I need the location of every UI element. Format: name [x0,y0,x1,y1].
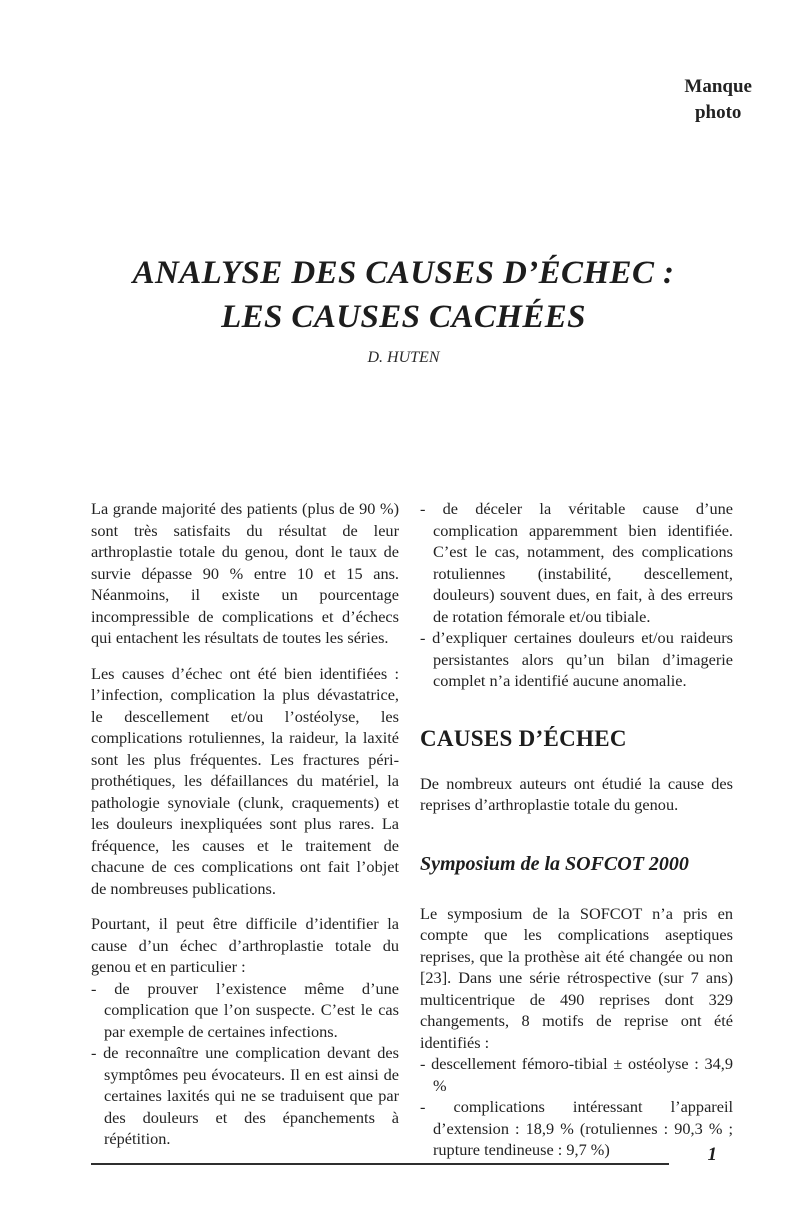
paragraph-causes: Les causes d’échec ont été bien identifiées : l’infection, complication la plus dévastatrice, le descellement et/ou l’ostéolyse, les complications rotuliennes, la raideur, la laxité sont les plus fréquentes. Les fractures péri-prothétiques, les défaillances du matériel, la pathologie synoviale (clunk, craquements) et les douleurs inexpliquées sont plus rares. La fréquence, les causes et le traitement de chacune de ces complications ont fait l’objet de nombreuses publications. [91,663,399,898]
bullet-item: - complications intéressant l’appareil d’extension : 18,9 % (rotuliennes : 90,3 % ; rupture tendineuse : 9,7 %) [420,1097,733,1159]
missing-photo-line-1: Manque [684,76,752,97]
missing-photo-note [684,74,752,126]
bullet-item: - d’expliquer certaines douleurs et/ou raideurs persistantes alors qu’un bilan d’imagerie complet n’a identifié aucune anomalie. [420,628,733,690]
paragraph-intro: La grande majorité des patients (plus de 90 %) sont très satisfaits du résultat de leur arthroplastie totale du genou, dont le taux de survie dépasse 90 % entre 10 et 15 ans. Néanmoins, il existe un pourcentage incompressible de complications et d’échecs qui entachent les résultats de toutes les séries. [91,499,399,647]
page-number: 1 [707,1144,717,1165]
author-name: D. HUTEN [367,349,440,366]
footer-rule [91,1163,669,1165]
paragraph-symposium: Le symposium de la SOFCOT n’a pris en compte que les complications aseptiques reprises, que la prothèse ait été changée ou non [23]. Dans une série rétrospective (sur 7 ans) multicentrique de 490 reprises dont 329 changements, 8 motifs de reprise ont été identifiés : [420,903,733,1052]
section-intro-paragraph: De nombreux auteurs ont étudié la cause des reprises d’arthroplastie totale du genou. [420,773,733,814]
subsection-heading-sofcot: Symposium de la SOFCOT 2000 [420,852,689,875]
article-title-line-1: ANALYSE DES CAUSES D’ÉCHEC : [132,255,675,291]
section-heading-causes-echec: CAUSES D’ÉCHEC [420,725,627,751]
missing-photo-line-2: photo [694,102,742,123]
bullet-item: - descellement fémoro-tibial ± ostéolyse : 34,9 % [420,1054,733,1095]
bullet-item: - de déceler la véritable cause d’une complication apparemment bien identifiée. C’est le cas, notamment, des complications rotuliennes (instabilité, descellement, douleurs) souvent dues, en fait, à des erreurs de rotation fémorale et/ou tibiale. [420,499,733,626]
paragraph-difficulties: Pourtant, il peut être difficile d’identifier la cause d’un échec d’arthroplastie totale du genou et en particulier : [91,914,399,976]
right-column [420,498,733,1161]
left-column [91,498,399,1150]
article-title [0,251,807,339]
article-title-line-2: LES CAUSES CACHÉES [221,299,586,335]
bullet-item: - de prouver l’existence même d’une complication que l’on suspecte. C’est le cas par exemple de certaines infections. [91,978,399,1041]
bullet-item: - de reconnaître une complication devant des symptômes peu évocateurs. Il en est ainsi de certaines laxités qui ne se traduisent que par des douleurs et des épanchements à répétition. [91,1043,399,1148]
